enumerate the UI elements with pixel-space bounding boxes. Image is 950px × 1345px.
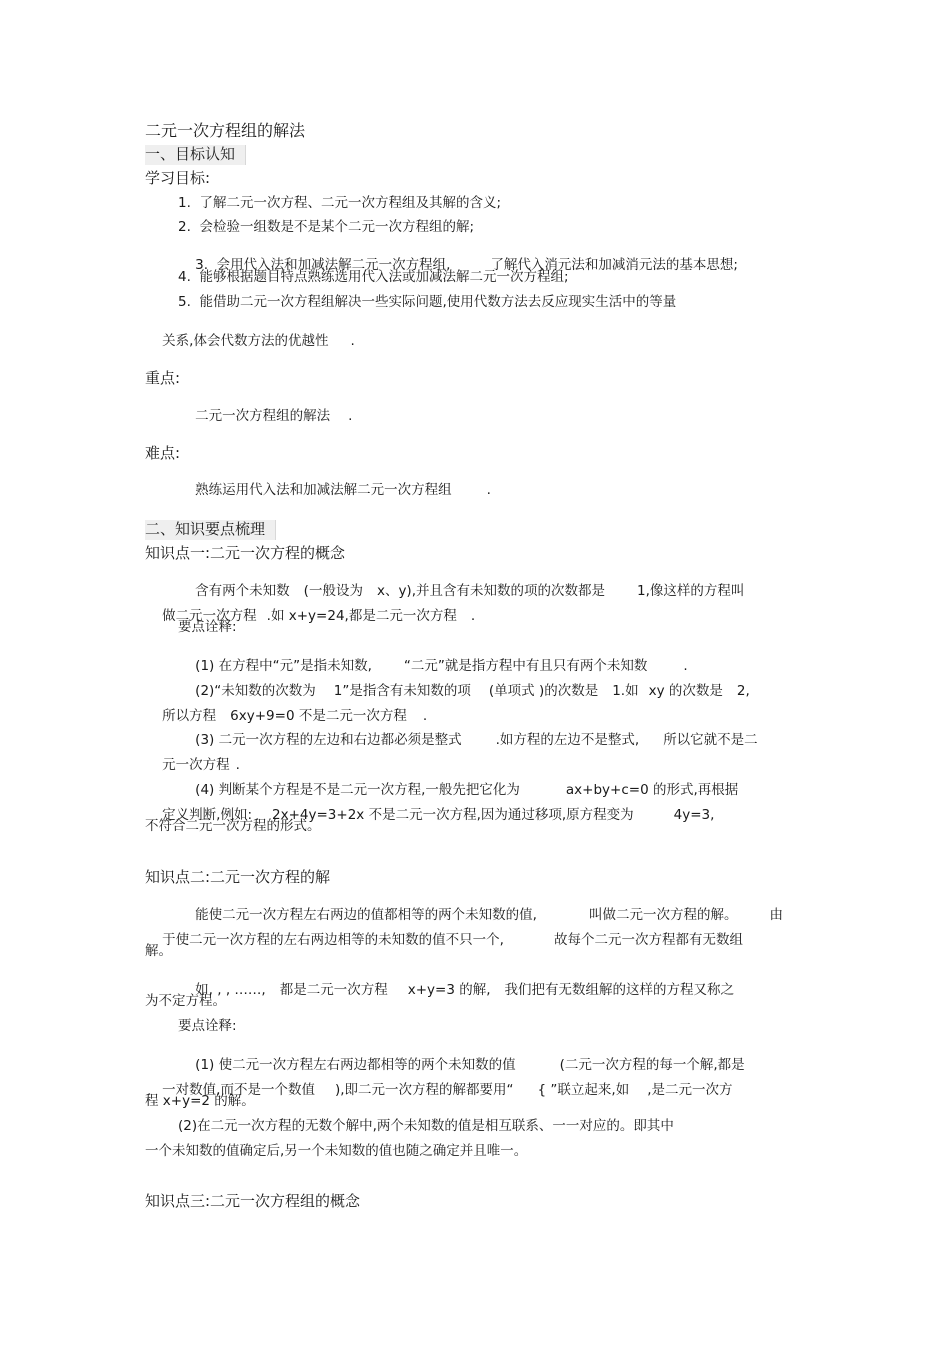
notes-label: 要点诠释: [178,1018,237,1034]
goal-item: 3. 会用代入法和加减法解二元一次方程组, 了解代入消元法和加减消元法的基本思想; [195,256,738,273]
paragraph: 做二元一次方程 .如 x+y=24,都是二元一次方程 . [162,607,476,624]
document-title: 二元一次方程组的解法 [145,121,306,140]
key-points-heading: 重点: [145,369,181,387]
note-item-continued: 不符合二元一次方程的形式。 [145,818,321,834]
section-heading-knowledge: 二、知识要点梳理 [145,520,276,540]
note-item: (1) 使二元一次方程左右两边都相等的两个未知数的值 (二元一次方程的每一个解,都是 [195,1056,745,1073]
goal-item: 4. 能够根据题目特点熟练选用代入法或加减法解二元一次方程组; [178,269,569,285]
paragraph: 于使二元一次方程的左右两边相等的未知数的值不只一个, 故每个二元一次方程都有无数组 [162,931,743,948]
paragraph: 含有两个未知数 (一般设为 x、y),并且含有未知数的项的次数都是 1,像这样的方程叫 [195,582,745,599]
note-item-continued: 定义判断,例如: 2x+4y=3+2x 不是二元一次方程,因为通过移项,原方程变为 4y=3, [162,806,715,823]
knowledge-point-1-heading: 知识点一:二元一次方程的概念 [145,544,346,562]
goals-heading: 学习目标: [145,169,211,187]
notes-label: 要点诠释: [178,619,237,635]
goal-item-continued: 关系,体会代数方法的优越性 . [162,332,355,349]
note-item: (2)“未知数的次数为 1”是指含有未知数的项 (单项式 )的次数是 1.如 xy 的次数是 2, [195,682,750,699]
paragraph: 解。 [145,943,172,959]
note-item-continued: 一对数值,而不是一个数值 ),即二元一次方程的解都要用“ { ”联立起来,如 ,是二元一次方 [162,1081,733,1098]
goal-item: 1. 了解二元一次方程、二元一次方程组及其解的含义; [178,195,502,211]
note-item: (4) 判断某个方程是不是二元一次方程,一般先把它化为 ax+by+c=0 的形式,再根据 [195,781,739,798]
paragraph: 为不定方程。 [145,993,226,1009]
note-item-continued: 程 x+y=2 的解。 [145,1093,255,1109]
note-item-continued: 元一次方程 . [162,756,240,773]
note-item: (2)在二元一次方程的无数个解中,两个未知数的值是相互联系、一一对应的。即其中 [178,1118,674,1134]
key-points-text: 二元一次方程组的解法 . [195,407,353,424]
knowledge-point-2-heading: 知识点二:二元一次方程的解 [145,868,331,886]
goal-item: 2. 会检验一组数是不是某个二元一次方程组的解; [178,219,475,235]
difficulty-heading: 难点: [145,444,181,462]
paragraph: 能使二元一次方程左右两边的值都相等的两个未知数的值, 叫做二元一次方程的解。 由 [195,906,783,923]
section-heading-goals: 一、目标认知 [145,145,246,165]
note-item: (3) 二元一次方程的左边和右边都必须是整式 .如方程的左边不是整式, 所以它就不是二 [195,731,758,748]
knowledge-point-3-heading: 知识点三:二元一次方程组的概念 [145,1192,361,1210]
difficulty-text: 熟练运用代入法和加减法解二元一次方程组 . [195,481,491,498]
goal-item: 5. 能借助二元一次方程组解决一些实际问题,使用代数方法去反应现实生活中的等量 [178,294,677,310]
note-item-continued: 一个未知数的值确定后,另一个未知数的值也随之确定并且唯一。 [145,1143,528,1159]
paragraph: 如, , , ……, 都是二元一次方程 x+y=3 的解, 我们把有无数组解的这样的方程又称之 [195,981,734,998]
note-item: (1) 在方程中“元”是指未知数, “二元”就是指方程中有且只有两个未知数 . [195,657,688,674]
note-item-continued: 所以方程 6xy+9=0 不是二元一次方程 . [162,707,428,724]
